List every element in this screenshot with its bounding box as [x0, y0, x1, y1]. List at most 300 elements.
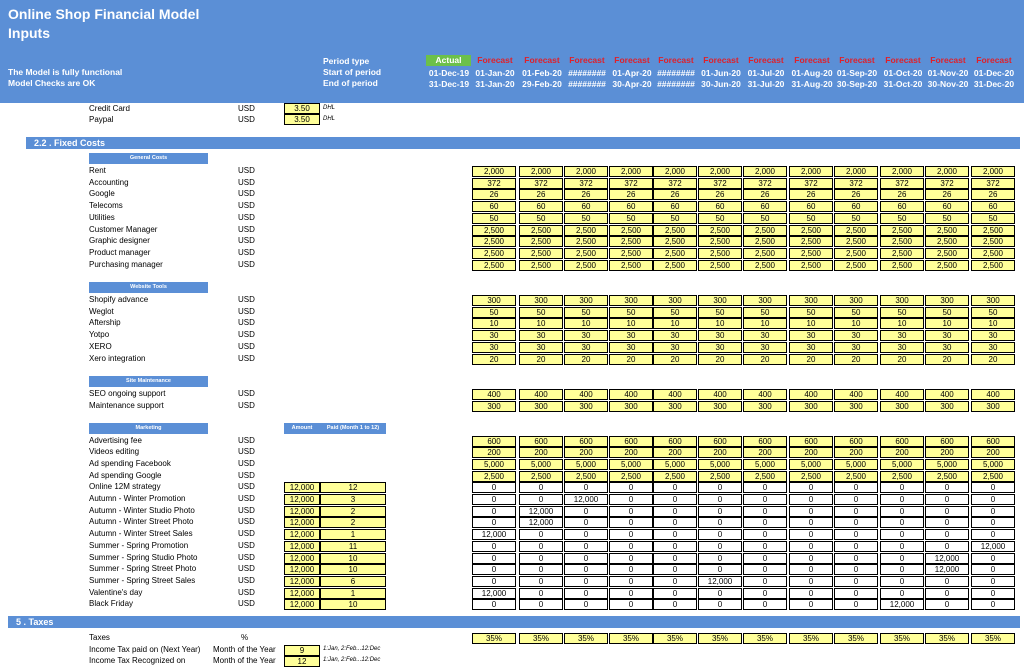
website-value-cell[interactable]: 30: [971, 342, 1015, 353]
campaign-amount-input[interactable]: 12,000: [284, 529, 320, 540]
general-value-cell[interactable]: 2,500: [564, 236, 608, 247]
marketing-value-cell[interactable]: 200: [971, 447, 1015, 458]
general-value-cell[interactable]: 50: [564, 213, 608, 224]
general-value-cell[interactable]: 2,500: [698, 248, 742, 259]
tax-rate-cell[interactable]: 35%: [698, 633, 742, 644]
general-value-cell[interactable]: 2,000: [653, 166, 697, 177]
website-value-cell[interactable]: 30: [564, 330, 608, 341]
general-value-cell[interactable]: 26: [971, 189, 1015, 200]
website-value-cell[interactable]: 30: [653, 330, 697, 341]
general-value-cell[interactable]: 26: [698, 189, 742, 200]
marketing-value-cell[interactable]: 5,000: [925, 459, 969, 470]
general-value-cell[interactable]: 60: [971, 201, 1015, 212]
campaign-month-input[interactable]: 10: [320, 599, 386, 610]
website-value-cell[interactable]: 20: [698, 354, 742, 365]
website-value-cell[interactable]: 20: [834, 354, 878, 365]
marketing-value-cell[interactable]: 2,500: [653, 471, 697, 482]
general-value-cell[interactable]: 2,500: [653, 260, 697, 271]
website-value-cell[interactable]: 10: [609, 318, 653, 329]
general-value-cell[interactable]: 60: [789, 201, 833, 212]
campaign-unit: USD: [238, 599, 255, 609]
marketing-value-cell[interactable]: 200: [472, 447, 516, 458]
tax-rate-cell[interactable]: 35%: [519, 633, 563, 644]
general-value-cell[interactable]: 26: [653, 189, 697, 200]
general-value-cell[interactable]: 2,500: [743, 225, 787, 236]
general-value-cell[interactable]: 2,500: [743, 260, 787, 271]
tax-rate-cell[interactable]: 35%: [925, 633, 969, 644]
general-value-cell[interactable]: 60: [519, 201, 563, 212]
marketing-value-cell[interactable]: 600: [698, 436, 742, 447]
marketing-value-cell[interactable]: 5,000: [971, 459, 1015, 470]
general-value-cell[interactable]: 2,000: [971, 166, 1015, 177]
general-value-cell[interactable]: 372: [472, 178, 516, 189]
campaign-amount-input[interactable]: 12,000: [284, 599, 320, 610]
general-value-cell[interactable]: 2,500: [925, 260, 969, 271]
campaign-paid-cell: 0: [880, 553, 924, 564]
payment-label: Credit Card: [89, 104, 130, 113]
marketing-value-cell[interactable]: 2,500: [880, 471, 924, 482]
campaign-amount-input[interactable]: 12,000: [284, 494, 320, 505]
website-value-cell[interactable]: 20: [564, 354, 608, 365]
campaign-amount-input[interactable]: 12,000: [284, 482, 320, 493]
general-value-cell[interactable]: 2,000: [925, 166, 969, 177]
general-value-cell[interactable]: 60: [472, 201, 516, 212]
general-value-cell[interactable]: 372: [789, 178, 833, 189]
general-value-cell[interactable]: 60: [880, 201, 924, 212]
general-value-cell[interactable]: 60: [698, 201, 742, 212]
campaign-month-input[interactable]: 6: [320, 576, 386, 587]
general-value-cell[interactable]: 2,500: [472, 260, 516, 271]
marketing-value-cell[interactable]: 5,000: [564, 459, 608, 470]
general-value-cell[interactable]: 2,500: [609, 225, 653, 236]
website-value-cell[interactable]: 300: [880, 295, 924, 306]
campaign-paid-cell: 0: [472, 506, 516, 517]
general-value-cell[interactable]: 2,500: [519, 260, 563, 271]
general-value-cell[interactable]: 2,500: [609, 248, 653, 259]
website-value-cell[interactable]: 50: [609, 307, 653, 318]
site-value-cell[interactable]: 300: [698, 401, 742, 412]
general-value-cell[interactable]: 2,500: [925, 248, 969, 259]
website-value-cell[interactable]: 30: [472, 342, 516, 353]
general-value-cell[interactable]: 50: [789, 213, 833, 224]
general-value-cell[interactable]: 50: [609, 213, 653, 224]
website-value-cell[interactable]: 10: [564, 318, 608, 329]
marketing-value-cell[interactable]: 2,500: [472, 471, 516, 482]
general-value-cell[interactable]: 2,500: [880, 260, 924, 271]
site-value-cell[interactable]: 400: [653, 389, 697, 400]
general-value-cell[interactable]: 2,500: [834, 248, 878, 259]
website-value-cell[interactable]: 300: [789, 295, 833, 306]
website-value-cell[interactable]: 20: [653, 354, 697, 365]
website-value-cell[interactable]: 10: [925, 318, 969, 329]
website-value-cell[interactable]: 30: [472, 330, 516, 341]
site-value-cell[interactable]: 300: [519, 401, 563, 412]
website-value-cell[interactable]: 20: [789, 354, 833, 365]
marketing-value-cell[interactable]: 600: [834, 436, 878, 447]
campaign-amount-input[interactable]: 12,000: [284, 564, 320, 575]
website-value-cell[interactable]: 50: [925, 307, 969, 318]
general-value-cell[interactable]: 26: [880, 189, 924, 200]
general-value-cell[interactable]: 2,500: [789, 236, 833, 247]
campaign-month-input[interactable]: 12: [320, 482, 386, 493]
general-value-cell[interactable]: 50: [834, 213, 878, 224]
marketing-value-cell[interactable]: 200: [653, 447, 697, 458]
website-value-cell[interactable]: 30: [789, 330, 833, 341]
general-value-cell[interactable]: 26: [834, 189, 878, 200]
general-value-cell[interactable]: 2,500: [609, 236, 653, 247]
site-value-cell[interactable]: 400: [743, 389, 787, 400]
tax-rate-cell[interactable]: 35%: [743, 633, 787, 644]
campaign-month-input[interactable]: 1: [320, 588, 386, 599]
tax-rate-cell[interactable]: 35%: [653, 633, 697, 644]
general-value-cell[interactable]: 2,500: [971, 248, 1015, 259]
site-value-cell[interactable]: 400: [925, 389, 969, 400]
website-value-cell[interactable]: 20: [743, 354, 787, 365]
marketing-value-cell[interactable]: 5,000: [472, 459, 516, 470]
tax-paid-month-input[interactable]: 9: [284, 645, 320, 656]
tax-rate-cell[interactable]: 35%: [472, 633, 516, 644]
website-value-cell[interactable]: 30: [971, 330, 1015, 341]
marketing-value-cell[interactable]: 200: [880, 447, 924, 458]
website-value-cell[interactable]: 50: [880, 307, 924, 318]
website-value-cell[interactable]: 50: [564, 307, 608, 318]
website-value-cell[interactable]: 20: [519, 354, 563, 365]
website-value-cell[interactable]: 50: [472, 307, 516, 318]
website-value-cell[interactable]: 300: [925, 295, 969, 306]
website-value-cell[interactable]: 20: [609, 354, 653, 365]
general-value-cell[interactable]: 50: [698, 213, 742, 224]
general-value-cell[interactable]: 2,500: [834, 225, 878, 236]
general-value-cell[interactable]: 372: [925, 178, 969, 189]
general-value-cell[interactable]: 372: [564, 178, 608, 189]
general-value-cell[interactable]: 2,500: [653, 225, 697, 236]
website-value-cell[interactable]: 30: [880, 330, 924, 341]
site-value-cell[interactable]: 300: [880, 401, 924, 412]
general-value-cell[interactable]: 2,500: [609, 260, 653, 271]
marketing-value-cell[interactable]: 200: [519, 447, 563, 458]
general-value-cell[interactable]: 2,500: [698, 225, 742, 236]
general-value-cell[interactable]: 2,500: [743, 236, 787, 247]
general-value-cell[interactable]: 2,500: [971, 260, 1015, 271]
general-value-cell[interactable]: 2,500: [789, 260, 833, 271]
tax-rate-cell[interactable]: 35%: [880, 633, 924, 644]
website-value-cell[interactable]: 10: [519, 318, 563, 329]
general-value-cell[interactable]: 26: [564, 189, 608, 200]
campaign-amount-input[interactable]: 12,000: [284, 588, 320, 599]
marketing-value-cell[interactable]: 5,000: [743, 459, 787, 470]
marketing-value-cell[interactable]: 2,500: [564, 471, 608, 482]
marketing-value-cell[interactable]: 2,500: [971, 471, 1015, 482]
general-value-cell[interactable]: 372: [698, 178, 742, 189]
website-value-cell[interactable]: 30: [834, 330, 878, 341]
marketing-value-cell[interactable]: 2,500: [519, 471, 563, 482]
general-value-cell[interactable]: 2,500: [834, 236, 878, 247]
general-value-cell[interactable]: 2,500: [743, 248, 787, 259]
website-value-cell[interactable]: 30: [698, 330, 742, 341]
website-value-cell[interactable]: 20: [925, 354, 969, 365]
marketing-value-cell[interactable]: 600: [609, 436, 653, 447]
campaign-month-input[interactable]: 10: [320, 553, 386, 564]
website-value-cell[interactable]: 300: [834, 295, 878, 306]
general-value-cell[interactable]: 2,000: [472, 166, 516, 177]
campaign-paid-cell: 0: [743, 541, 787, 552]
website-value-cell[interactable]: 20: [971, 354, 1015, 365]
website-value-cell[interactable]: 20: [880, 354, 924, 365]
campaign-amount-input[interactable]: 12,000: [284, 517, 320, 528]
site-value-cell[interactable]: 400: [789, 389, 833, 400]
website-value-cell[interactable]: 50: [743, 307, 787, 318]
marketing-value-cell[interactable]: 2,500: [743, 471, 787, 482]
general-value-cell[interactable]: 372: [880, 178, 924, 189]
website-value-cell[interactable]: 300: [698, 295, 742, 306]
marketing-value-cell[interactable]: 2,500: [789, 471, 833, 482]
general-value-cell[interactable]: 372: [653, 178, 697, 189]
marketing-value-cell[interactable]: 600: [971, 436, 1015, 447]
general-value-cell[interactable]: 2,500: [789, 248, 833, 259]
general-value-cell[interactable]: 372: [743, 178, 787, 189]
website-value-cell[interactable]: 30: [743, 342, 787, 353]
website-value-cell[interactable]: 50: [834, 307, 878, 318]
website-value-cell[interactable]: 10: [743, 318, 787, 329]
site-value-cell[interactable]: 400: [834, 389, 878, 400]
general-value-cell[interactable]: 2,000: [564, 166, 608, 177]
website-value-cell[interactable]: 50: [519, 307, 563, 318]
general-value-cell[interactable]: 50: [971, 213, 1015, 224]
website-value-cell[interactable]: 300: [564, 295, 608, 306]
general-value-cell[interactable]: 2,000: [880, 166, 924, 177]
marketing-value-cell[interactable]: 2,500: [609, 471, 653, 482]
marketing-value-cell[interactable]: 200: [698, 447, 742, 458]
tax-rate-cell[interactable]: 35%: [564, 633, 608, 644]
general-value-cell[interactable]: 60: [564, 201, 608, 212]
site-value-cell[interactable]: 400: [564, 389, 608, 400]
marketing-value-cell[interactable]: 5,000: [609, 459, 653, 470]
site-value-cell[interactable]: 300: [564, 401, 608, 412]
general-value-cell[interactable]: 2,000: [519, 166, 563, 177]
general-value-cell[interactable]: 2,500: [564, 260, 608, 271]
campaign-month-input[interactable]: 3: [320, 494, 386, 505]
site-value-cell[interactable]: 400: [519, 389, 563, 400]
general-value-cell[interactable]: 372: [971, 178, 1015, 189]
website-value-cell[interactable]: 30: [609, 330, 653, 341]
website-value-cell[interactable]: 10: [880, 318, 924, 329]
website-value-cell[interactable]: 20: [472, 354, 516, 365]
general-value-cell[interactable]: 26: [519, 189, 563, 200]
website-value-cell[interactable]: 300: [743, 295, 787, 306]
website-value-cell[interactable]: 30: [743, 330, 787, 341]
marketing-value-cell[interactable]: 600: [880, 436, 924, 447]
general-value-cell[interactable]: 2,500: [472, 225, 516, 236]
marketing-value-cell[interactable]: 5,000: [880, 459, 924, 470]
site-value-cell[interactable]: 300: [789, 401, 833, 412]
general-value-cell[interactable]: 26: [472, 189, 516, 200]
general-value-cell[interactable]: 50: [743, 213, 787, 224]
website-value-cell[interactable]: 10: [789, 318, 833, 329]
general-value-cell[interactable]: 2,500: [564, 225, 608, 236]
tax-rec-month-input[interactable]: 12: [284, 656, 320, 667]
campaign-amount-input[interactable]: 12,000: [284, 506, 320, 517]
marketing-value-cell[interactable]: 200: [564, 447, 608, 458]
campaign-amount-input[interactable]: 12,000: [284, 576, 320, 587]
general-value-cell[interactable]: 2,500: [880, 248, 924, 259]
site-value-cell[interactable]: 300: [834, 401, 878, 412]
marketing-value-cell[interactable]: 200: [743, 447, 787, 458]
website-value-cell[interactable]: 10: [971, 318, 1015, 329]
campaign-paid-cell: 0: [880, 529, 924, 540]
website-value-cell[interactable]: 30: [653, 342, 697, 353]
marketing-value-cell[interactable]: 600: [743, 436, 787, 447]
general-value-cell[interactable]: 60: [834, 201, 878, 212]
website-value-cell[interactable]: 50: [653, 307, 697, 318]
general-value-cell[interactable]: 60: [743, 201, 787, 212]
general-value-cell[interactable]: 2,500: [519, 225, 563, 236]
marketing-value-cell[interactable]: 5,000: [789, 459, 833, 470]
tax-rate-cell[interactable]: 35%: [971, 633, 1015, 644]
website-value-cell[interactable]: 30: [519, 330, 563, 341]
general-value-cell[interactable]: 372: [609, 178, 653, 189]
general-value-cell[interactable]: 2,500: [472, 236, 516, 247]
website-value-cell[interactable]: 10: [698, 318, 742, 329]
general-value-cell[interactable]: 2,500: [698, 236, 742, 247]
marketing-value-cell[interactable]: 600: [789, 436, 833, 447]
website-value-cell[interactable]: 30: [519, 342, 563, 353]
site-value-cell[interactable]: 300: [925, 401, 969, 412]
tax-rate-cell[interactable]: 35%: [609, 633, 653, 644]
general-value-cell[interactable]: 2,500: [653, 236, 697, 247]
marketing-value-cell[interactable]: 200: [925, 447, 969, 458]
marketing-value-cell[interactable]: 5,000: [834, 459, 878, 470]
general-value-cell[interactable]: 2,500: [519, 236, 563, 247]
site-value-cell[interactable]: 300: [653, 401, 697, 412]
general-value-cell[interactable]: 2,000: [834, 166, 878, 177]
general-value-cell[interactable]: 50: [653, 213, 697, 224]
website-value-cell[interactable]: 300: [609, 295, 653, 306]
website-value-cell[interactable]: 10: [653, 318, 697, 329]
general-value-cell[interactable]: 2,500: [789, 225, 833, 236]
general-value-cell[interactable]: 2,500: [971, 236, 1015, 247]
general-value-cell[interactable]: 2,500: [698, 260, 742, 271]
site-value-cell[interactable]: 400: [880, 389, 924, 400]
website-value-cell[interactable]: 50: [698, 307, 742, 318]
general-value-cell[interactable]: 2,000: [609, 166, 653, 177]
general-value-cell[interactable]: 2,000: [743, 166, 787, 177]
general-value-cell[interactable]: 50: [880, 213, 924, 224]
website-value-cell[interactable]: 30: [564, 342, 608, 353]
campaign-month-input[interactable]: 11: [320, 541, 386, 552]
general-value-cell[interactable]: 2,500: [971, 225, 1015, 236]
marketing-value-cell[interactable]: 200: [609, 447, 653, 458]
site-value-cell[interactable]: 400: [609, 389, 653, 400]
general-value-cell[interactable]: 60: [925, 201, 969, 212]
site-value-cell[interactable]: 400: [971, 389, 1015, 400]
general-value-cell[interactable]: 2,500: [925, 236, 969, 247]
marketing-value-cell[interactable]: 600: [653, 436, 697, 447]
website-value-cell[interactable]: 300: [472, 295, 516, 306]
campaign-month-input[interactable]: 1: [320, 529, 386, 540]
general-value-cell[interactable]: 26: [925, 189, 969, 200]
website-value-cell[interactable]: 30: [834, 342, 878, 353]
website-value-cell[interactable]: 300: [653, 295, 697, 306]
site-value-cell[interactable]: 300: [609, 401, 653, 412]
general-value-cell[interactable]: 50: [925, 213, 969, 224]
site-value-cell[interactable]: 400: [472, 389, 516, 400]
website-value-cell[interactable]: 30: [925, 330, 969, 341]
website-value-cell[interactable]: 30: [609, 342, 653, 353]
website-value-cell[interactable]: 30: [880, 342, 924, 353]
marketing-value-cell[interactable]: 2,500: [698, 471, 742, 482]
general-value-cell[interactable]: 60: [653, 201, 697, 212]
payment-fee-input[interactable]: 3.50: [284, 103, 320, 114]
marketing-value-cell[interactable]: 600: [519, 436, 563, 447]
marketing-value-cell[interactable]: 5,000: [698, 459, 742, 470]
campaign-month-input[interactable]: 2: [320, 506, 386, 517]
general-value-cell[interactable]: 2,000: [698, 166, 742, 177]
general-value-cell[interactable]: 2,500: [519, 248, 563, 259]
general-value-cell[interactable]: 2,500: [472, 248, 516, 259]
general-value-cell[interactable]: 26: [789, 189, 833, 200]
general-value-cell[interactable]: 2,500: [834, 260, 878, 271]
general-value-cell[interactable]: 2,000: [789, 166, 833, 177]
marketing-value-cell[interactable]: 200: [789, 447, 833, 458]
general-value-cell[interactable]: 372: [519, 178, 563, 189]
payment-fee-input[interactable]: 3.50: [284, 114, 320, 125]
website-value-cell[interactable]: 300: [971, 295, 1015, 306]
general-value-cell[interactable]: 2,500: [925, 225, 969, 236]
campaign-amount-input[interactable]: 12,000: [284, 541, 320, 552]
general-value-cell[interactable]: 2,500: [880, 236, 924, 247]
website-value-cell[interactable]: 30: [925, 342, 969, 353]
campaign-label: Autumn - Winter Promotion: [89, 494, 186, 503]
website-value-cell[interactable]: 30: [698, 342, 742, 353]
website-value-cell[interactable]: 50: [971, 307, 1015, 318]
general-value-cell[interactable]: 2,500: [653, 248, 697, 259]
marketing-value-cell[interactable]: 200: [834, 447, 878, 458]
marketing-value-cell[interactable]: 600: [925, 436, 969, 447]
marketing-value-cell[interactable]: 5,000: [519, 459, 563, 470]
campaign-unit: USD: [238, 494, 255, 503]
marketing-value-cell[interactable]: 2,500: [925, 471, 969, 482]
campaign-paid-cell: 0: [925, 506, 969, 517]
site-value-cell[interactable]: 400: [698, 389, 742, 400]
general-value-cell[interactable]: 2,500: [564, 248, 608, 259]
website-value-cell[interactable]: 30: [789, 342, 833, 353]
general-value-cell[interactable]: 60: [609, 201, 653, 212]
website-value-cell[interactable]: 50: [789, 307, 833, 318]
site-value-cell[interactable]: 300: [472, 401, 516, 412]
general-value-cell[interactable]: 26: [743, 189, 787, 200]
general-value-cell[interactable]: 26: [609, 189, 653, 200]
website-value-cell[interactable]: 10: [472, 318, 516, 329]
campaign-month-input[interactable]: 2: [320, 517, 386, 528]
marketing-value-cell[interactable]: 2,500: [834, 471, 878, 482]
tax-rate-cell[interactable]: 35%: [789, 633, 833, 644]
general-value-cell[interactable]: 2,500: [880, 225, 924, 236]
marketing-value-cell[interactable]: 600: [472, 436, 516, 447]
site-value-cell[interactable]: 300: [743, 401, 787, 412]
marketing-value-cell[interactable]: 600: [564, 436, 608, 447]
general-value-cell[interactable]: 50: [472, 213, 516, 224]
marketing-value-cell[interactable]: 5,000: [653, 459, 697, 470]
website-value-cell[interactable]: 10: [834, 318, 878, 329]
campaign-amount-input[interactable]: 12,000: [284, 553, 320, 564]
site-value-cell[interactable]: 300: [971, 401, 1015, 412]
website-value-cell[interactable]: 300: [519, 295, 563, 306]
campaign-month-input[interactable]: 10: [320, 564, 386, 575]
general-value-cell[interactable]: 50: [519, 213, 563, 224]
campaign-paid-cell: 0: [880, 482, 924, 493]
tax-rate-cell[interactable]: 35%: [834, 633, 878, 644]
general-value-cell[interactable]: 372: [834, 178, 878, 189]
